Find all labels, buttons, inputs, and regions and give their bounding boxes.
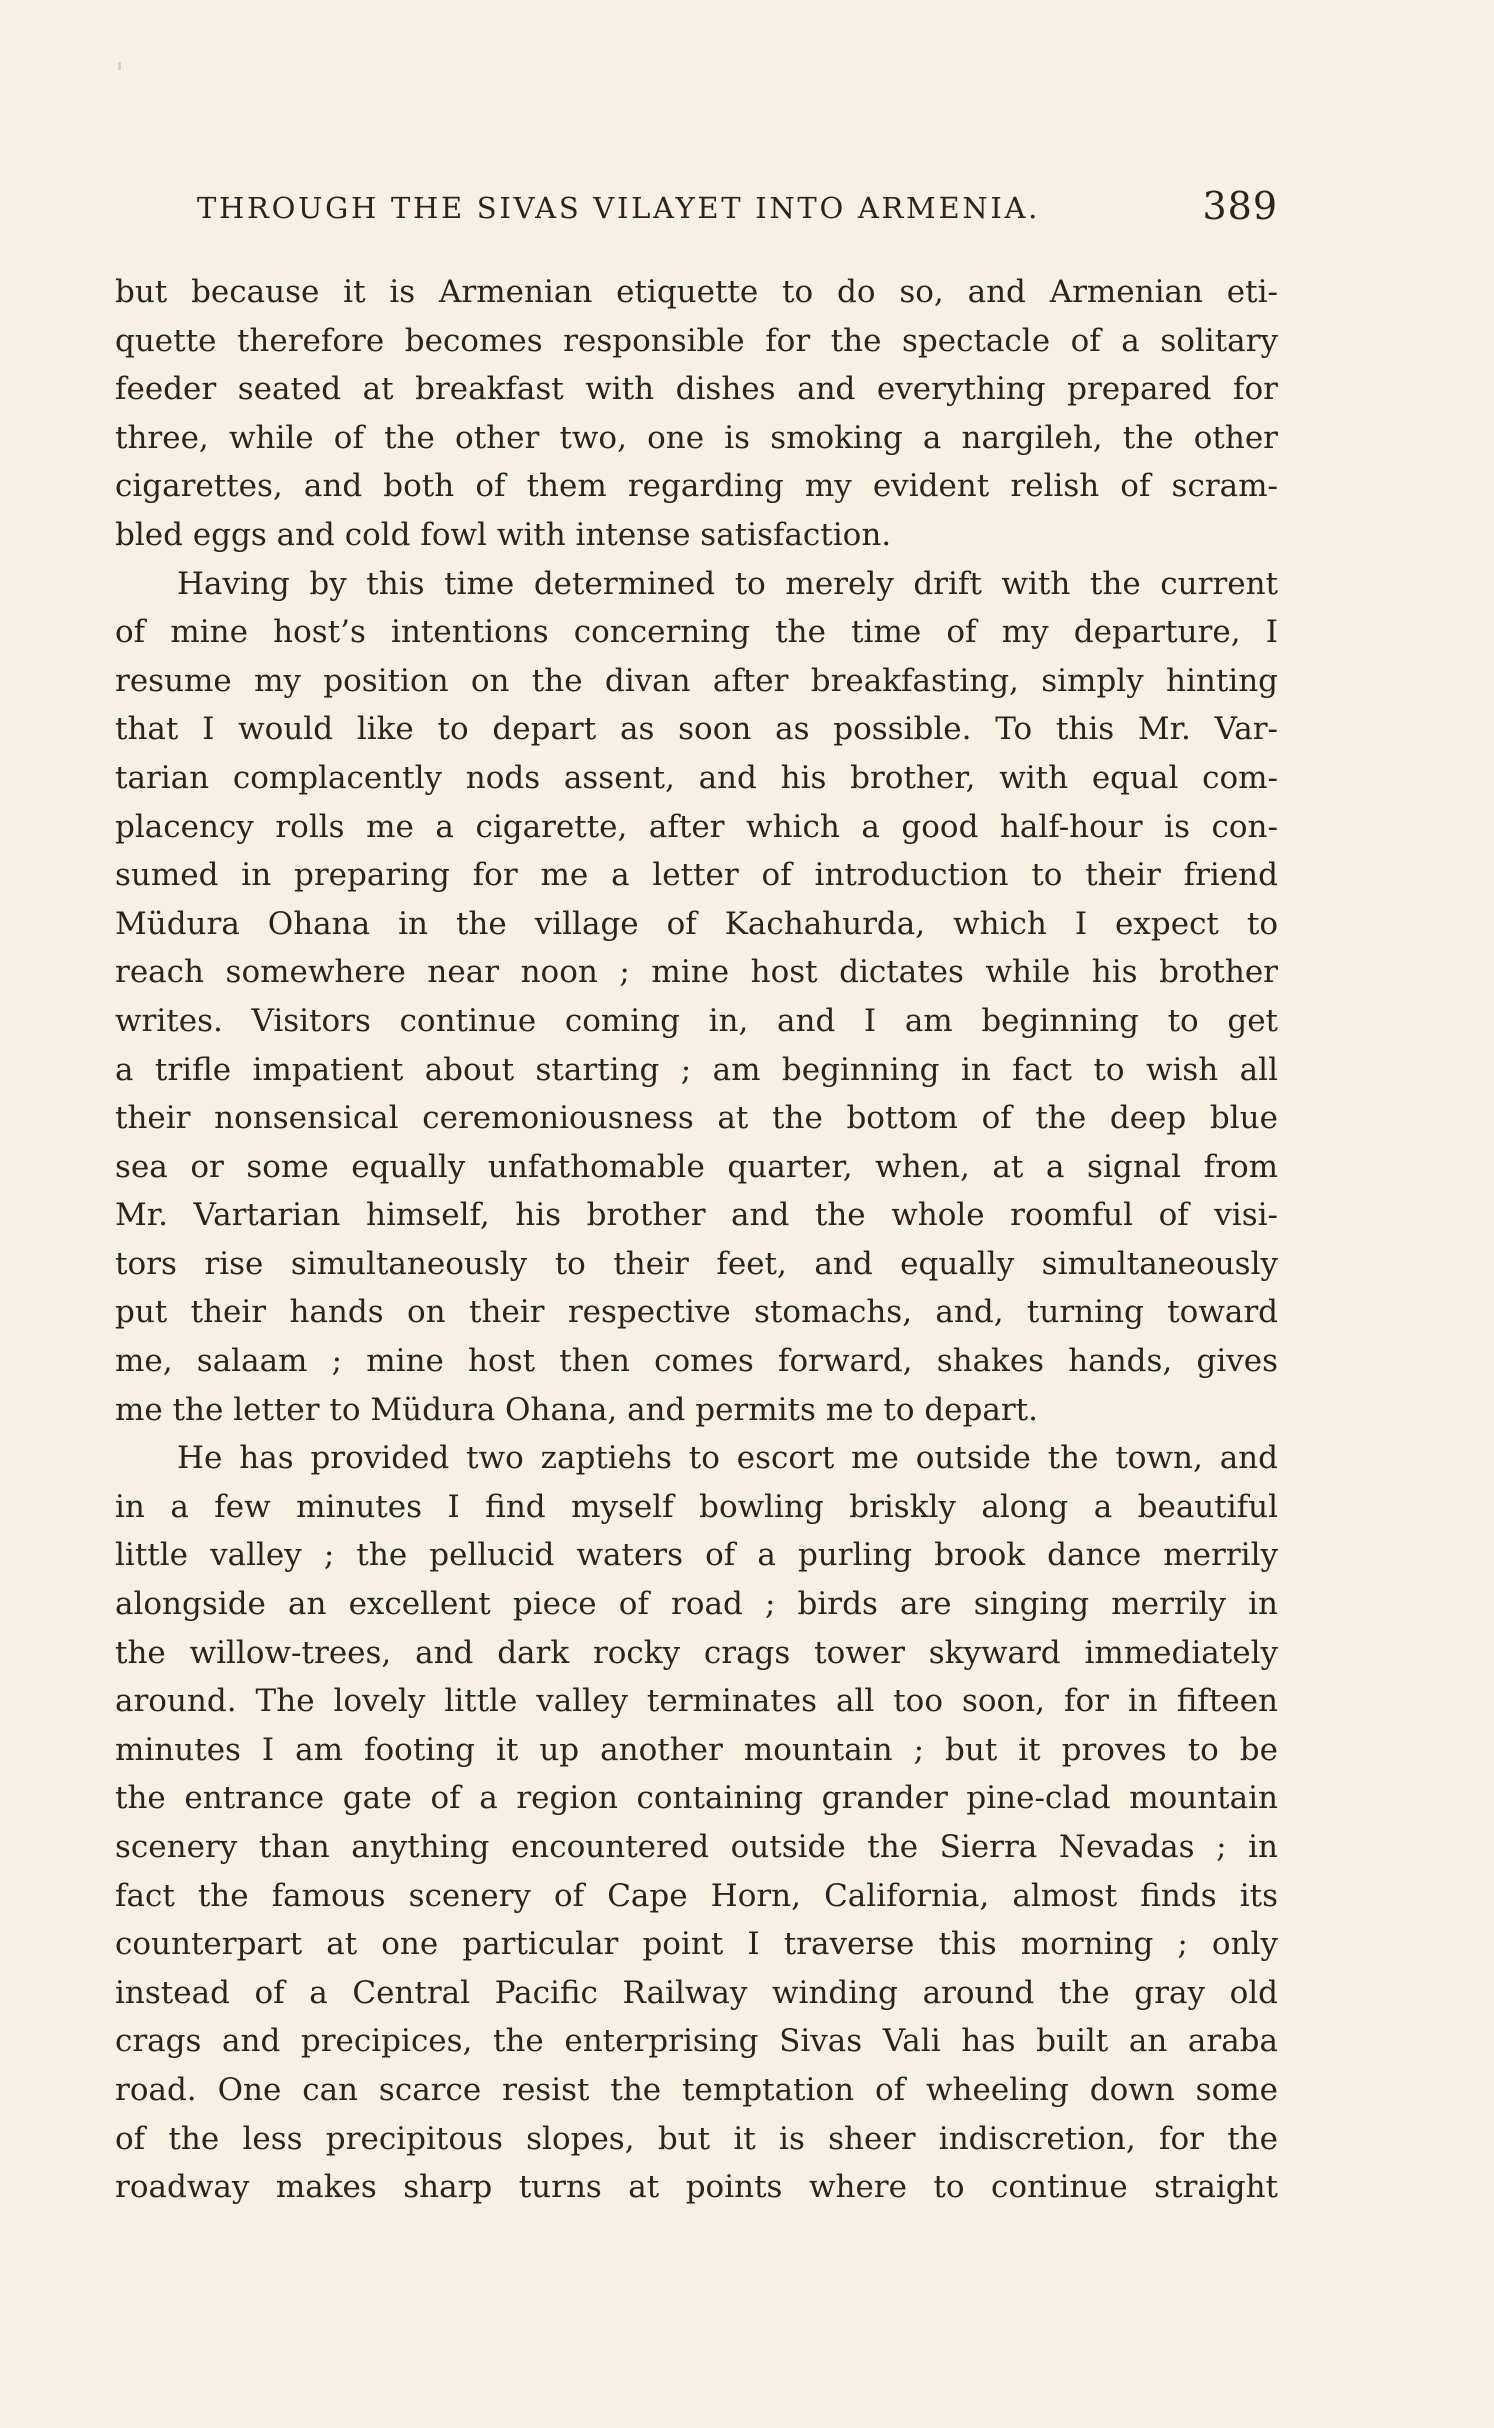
text-line: sumed in preparing for me a letter of introduction to their friend	[115, 857, 1278, 894]
paper-speck	[118, 62, 121, 70]
text-line: alongside an excellent piece of road ; birds are singing merrily in	[115, 1586, 1278, 1623]
text-line: but because it is Armenian etiquette to do so, and Armenian eti-	[115, 274, 1278, 310]
text-line: minutes I am footing it up another mountain ; but it proves to be	[115, 1731, 1278, 1768]
text-line: counterpart at one particular point I traverse this morning ; only	[115, 1926, 1278, 1963]
text-line: around. The lovely little valley terminates all too soon, for in fifteen	[115, 1683, 1278, 1720]
text-line: of mine host’s intentions concerning the time of my departure, I	[115, 614, 1278, 651]
text-line: cigarettes, and both of them regarding my evident relish of scram-	[115, 468, 1278, 505]
text-line: resume my position on the divan after breakfasting, simply hinting	[115, 662, 1278, 699]
text-line: quette therefore becomes responsible for the spectacle of a solitary	[115, 322, 1278, 359]
paragraph	[115, 560, 1278, 1435]
running-head: THROUGH THE SIVAS VILAYET INTO ARMENIA.	[197, 191, 1041, 225]
text-line: that I would like to depart as soon as possible. To this Mr. Var-	[115, 711, 1278, 748]
text-line: bled eggs and cold fowl with intense satisfaction.	[115, 516, 892, 553]
text-line: roadway makes sharp turns at points where to continue straight	[115, 2169, 1278, 2206]
text-line: Mr. Vartarian himself, his brother and the whole roomful of visi-	[115, 1197, 1278, 1234]
text-line: He has provided two zaptiehs to escort me outside the town, and	[177, 1440, 1278, 1477]
text-line: road. One can scarce resist the temptation of wheeling down some	[115, 2071, 1278, 2108]
body-text	[115, 268, 1278, 2212]
text-line: three, while of the other two, one is smoking a nargileh, the other	[115, 419, 1278, 456]
text-line: me, salaam ; mine host then comes forward, shakes hands, gives	[115, 1343, 1278, 1380]
text-line: scenery than anything encountered outside the Sierra Nevadas ; in	[115, 1829, 1278, 1865]
text-line: feeder seated at breakfast with dishes and everything prepared for	[115, 371, 1278, 408]
text-line: instead of a Central Pacific Railway winding around the gray old	[115, 1974, 1278, 2011]
text-line: placency rolls me a cigarette, after which a good half-hour is con-	[115, 808, 1278, 845]
text-line: sea or some equally unfathomable quarter, when, at a signal from	[115, 1148, 1278, 1185]
text-line: the entrance gate of a region containing grander pine-clad mountain	[115, 1780, 1278, 1817]
text-line: their nonsensical ceremoniousness at the bottom of the deep blue	[115, 1100, 1278, 1137]
paragraph	[115, 1434, 1278, 2212]
text-line: crags and precipices, the enterprising Sivas Vali has built an araba	[115, 2023, 1278, 2060]
text-line: writes. Visitors continue coming in, and I am beginning to get	[115, 1002, 1278, 1039]
text-line: of the less precipitous slopes, but it is sheer indiscretion, for the	[115, 2120, 1278, 2157]
text-line: tarian complacently nods assent, and his brother, with equal com-	[115, 759, 1278, 796]
text-line: a trifle impatient about starting ; am beginning in fact to wish all	[115, 1051, 1278, 1088]
text-line: put their hands on their respective stomachs, and, turning toward	[115, 1294, 1278, 1331]
text-line: the willow-trees, and dark rocky crags tower skyward immediately	[115, 1634, 1278, 1671]
text-line: Müdura Ohana in the village of Kachahurda, which I expect to	[115, 905, 1278, 942]
page-header	[115, 183, 1278, 233]
text-line: little valley ; the pellucid waters of a purling brook dance merrily	[115, 1537, 1278, 1574]
text-line: in a few minutes I find myself bowling briskly along a beautiful	[115, 1488, 1278, 1525]
text-line: Having by this time determined to merely drift with the current	[177, 565, 1278, 602]
page-number: 389	[1202, 184, 1278, 228]
text-line: me the letter to Müdura Ohana, and permits me to depart.	[115, 1391, 1038, 1428]
text-line: tors rise simultaneously to their feet, and equally simultaneously	[115, 1245, 1278, 1282]
paragraph	[115, 268, 1278, 560]
text-line: reach somewhere near noon ; mine host dictates while his brother	[115, 954, 1278, 991]
text-line: fact the famous scenery of Cape Horn, California, almost finds its	[115, 1877, 1278, 1914]
